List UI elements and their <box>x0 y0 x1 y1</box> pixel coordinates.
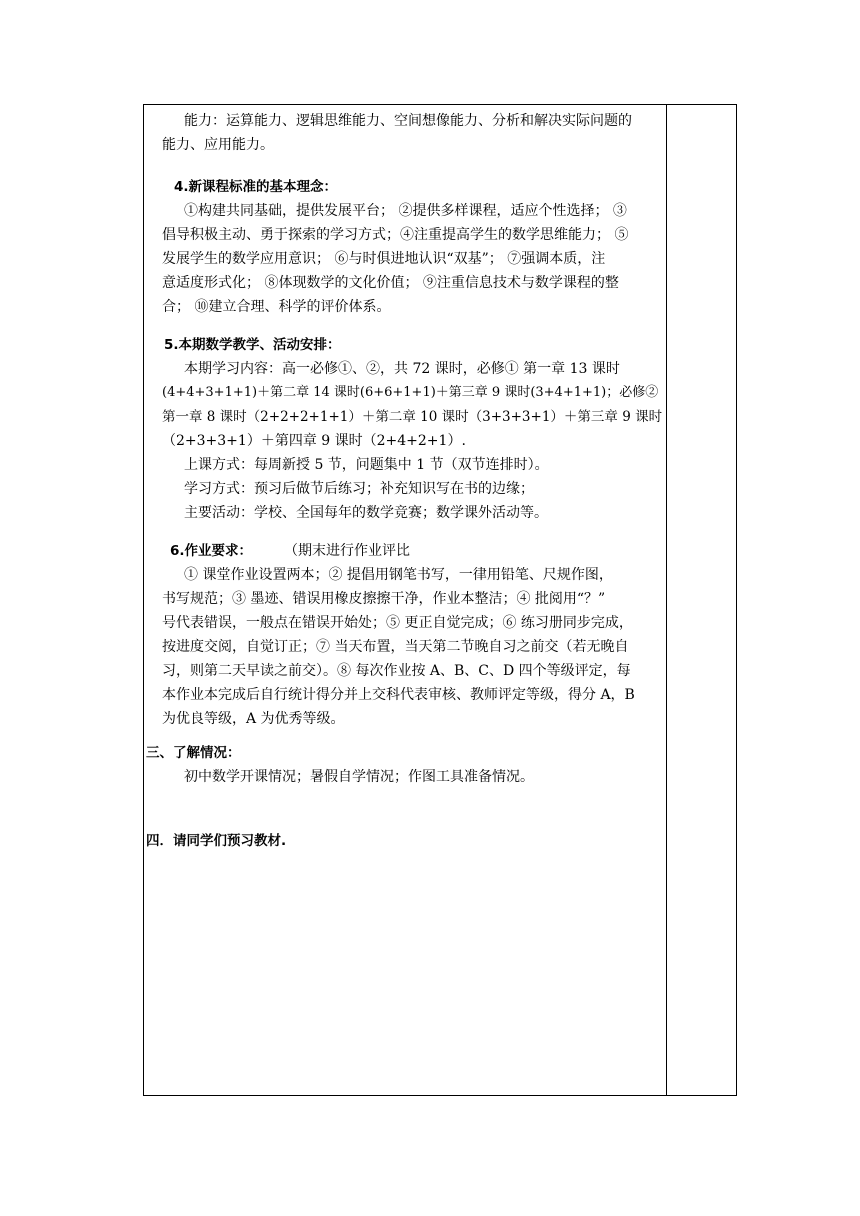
text-line: 上课方式：每周新授 5 节，问题集中 1 节（双节连排时）。 <box>184 457 549 473</box>
column-divider <box>666 105 667 1095</box>
text-line: 第一章 8 课时（2+2+2+1+1）＋第二章 10 课时（3+3+3+1）＋第三章 9 课时 <box>162 409 663 425</box>
text-line: （2+3+3+1）＋第四章 9 课时（2+4+2+1）. <box>162 433 466 449</box>
text-line: 本期学习内容：高一必修①、②，共 72 课时，必修① 第一章 13 课时 <box>184 361 620 377</box>
text-line: 书写规范；③ 墨迹、错误用橡皮擦擦干净，作业本整洁；④ 批阅用“？” <box>162 591 606 607</box>
text-line: 能力：运算能力、逻辑思维能力、空间想像能力、分析和解决实际问题的 <box>184 113 632 129</box>
text-line: 为优良等级，A 为优秀等级。 <box>162 711 345 727</box>
text-line: 本作业本完成后自行统计得分并上交科代表审核、教师评定等级，得分 A，B <box>162 687 635 703</box>
section-heading: 三、了解情况： <box>146 745 241 761</box>
text-line: 初中数学开课情况；暑假自学情况；作图工具准备情况。 <box>184 769 534 785</box>
section-heading: 四．请同学们预习教材. <box>146 833 287 849</box>
text-line: 倡导积极主动、勇于探索的学习方式；④注重提高学生的数学思维能力； ⑤ <box>162 227 629 243</box>
text-line: 主要活动：学校、全国每年的数学竞赛；数学课外活动等。 <box>184 505 548 521</box>
text-line: 合； ⑩建立合理、科学的评价体系。 <box>162 299 391 315</box>
text-line: (4+4+3+1+1)＋第二章 14 课时(6+6+1+1)＋第三章 9 课时(3+4+1+1)；必修② <box>162 385 659 400</box>
text-line: 习，则第二天早读之前交）。⑧ 每次作业按 A、B、C、D 四个等级评定，每 <box>162 663 631 679</box>
lesson-plan-table <box>143 104 737 1096</box>
text-line: ①构建共同基础，提供发展平台； ②提供多样课程，适应个性选择； ③ <box>184 203 627 219</box>
text-line: 号代表错误，一般点在错误开始处；⑤ 更正自觉完成；⑥ 练习册同步完成， <box>162 615 633 631</box>
section-heading: 5.本期数学教学、活动安排： <box>164 337 341 353</box>
text-line: ① 课堂作业设置两本；② 提倡用钢笔书写，一律用铅笔、尺规作图， <box>184 567 613 583</box>
text-line: 发展学生的数学应用意识； ⑥与时俱进地认识“双基”； ⑦强调本质，注 <box>162 251 606 267</box>
section-heading: 6.作业要求： <box>170 543 253 559</box>
text-line: 学习方式：预习后做节后练习；补充知识写在书的边缘； <box>184 481 534 497</box>
section-heading: 4.新课程标准的基本理念： <box>174 179 338 195</box>
text-line: 意适度形式化； ⑧体现数学的文化价值； ⑨注重信息技术与数学课程的整 <box>162 275 619 291</box>
text-line: 能力、应用能力。 <box>162 137 274 153</box>
section-note: （期末进行作业评比 <box>284 543 410 559</box>
text-line: 按进度交阅，自觉订正；⑦ 当天布置，当天第二节晚自习之前交（若无晚自 <box>162 639 629 655</box>
